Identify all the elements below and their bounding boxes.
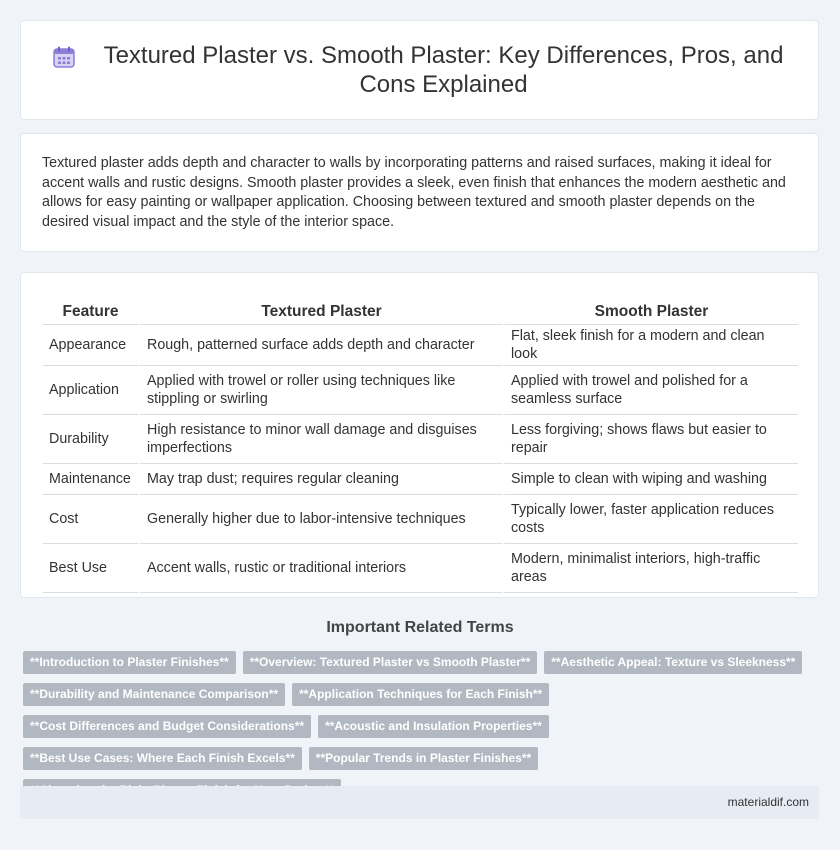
related-term-tag[interactable]: **Application Techniques for Each Finish**	[292, 683, 549, 706]
related-term-tag[interactable]: **Acoustic and Insulation Properties**	[318, 715, 549, 738]
feature-cell: Best Use	[43, 544, 138, 593]
textured-cell: Applied with trowel or roller using techniques like stippling or swirling	[138, 366, 502, 415]
page-title: Textured Plaster vs. Smooth Plaster: Key Differences, Pros, and Cons Explained	[103, 42, 784, 98]
smooth-cell: Simple to clean with wiping and washing	[502, 464, 798, 495]
footer-site-link[interactable]: materialdif.com	[727, 795, 809, 809]
header-textured-plaster: Textured Plaster	[138, 295, 502, 325]
smooth-cell: Modern, minimalist interiors, high-traffic areas	[502, 544, 798, 593]
comparison-table-card	[20, 272, 819, 598]
table-row	[43, 366, 798, 415]
related-terms-list	[23, 651, 813, 802]
intro-paragraph: Textured plaster adds depth and character to walls by incorporating patterns and raised surfaces, making it ideal for accent walls and rustic designs. Smooth plaster provides a sleek, even finish that enhances the modern aesthetic and allows for easy painting or wallpaper application. Choosing between textured and smooth plaster depends on the desired visual impact and the style of the interior space.	[42, 155, 786, 230]
feature-cell: Cost	[43, 495, 138, 544]
related-terms-title: Important Related Terms	[326, 619, 514, 636]
table-row	[43, 415, 798, 464]
smooth-cell: Less forgiving; shows flaws but easier to repair	[502, 415, 798, 464]
related-term-tag[interactable]: **Popular Trends in Plaster Finishes**	[309, 747, 538, 770]
table-row	[43, 495, 798, 544]
related-term-tag[interactable]: **Aesthetic Appeal: Texture vs Sleekness**	[544, 651, 802, 674]
calendar-icon	[51, 44, 77, 70]
textured-cell: Rough, patterned surface adds depth and character	[138, 325, 502, 366]
related-term-tag[interactable]: **Best Use Cases: Where Each Finish Excels**	[23, 747, 302, 770]
related-term-tag[interactable]: **Durability and Maintenance Comparison**	[23, 683, 285, 706]
footer	[20, 786, 819, 819]
feature-cell: Maintenance	[43, 464, 138, 495]
smooth-cell: Typically lower, faster application reduces costs	[502, 495, 798, 544]
feature-cell: Durability	[43, 415, 138, 464]
intro-card	[20, 133, 819, 252]
related-term-tag[interactable]: **Introduction to Plaster Finishes**	[23, 651, 236, 674]
textured-cell: May trap dust; requires regular cleaning	[138, 464, 502, 495]
smooth-cell: Applied with trowel and polished for a seamless surface	[502, 366, 798, 415]
textured-cell: Generally higher due to labor-intensive techniques	[138, 495, 502, 544]
feature-cell: Appearance	[43, 325, 138, 366]
header-feature: Feature	[43, 295, 138, 325]
textured-cell: Accent walls, rustic or traditional interiors	[138, 544, 502, 593]
related-term-tag[interactable]: **Overview: Textured Plaster vs Smooth Plaster**	[243, 651, 538, 674]
feature-cell: Application	[43, 366, 138, 415]
related-term-tag[interactable]: **Cost Differences and Budget Considerations**	[23, 715, 311, 738]
comparison-table	[43, 295, 798, 593]
table-header-row	[43, 295, 798, 325]
header-card	[20, 20, 819, 120]
smooth-cell: Flat, sleek finish for a modern and clean look	[502, 325, 798, 366]
table-row	[43, 325, 798, 366]
table-row	[43, 544, 798, 593]
header-smooth-plaster: Smooth Plaster	[502, 295, 798, 325]
table-row	[43, 464, 798, 495]
textured-cell: High resistance to minor wall damage and disguises imperfections	[138, 415, 502, 464]
